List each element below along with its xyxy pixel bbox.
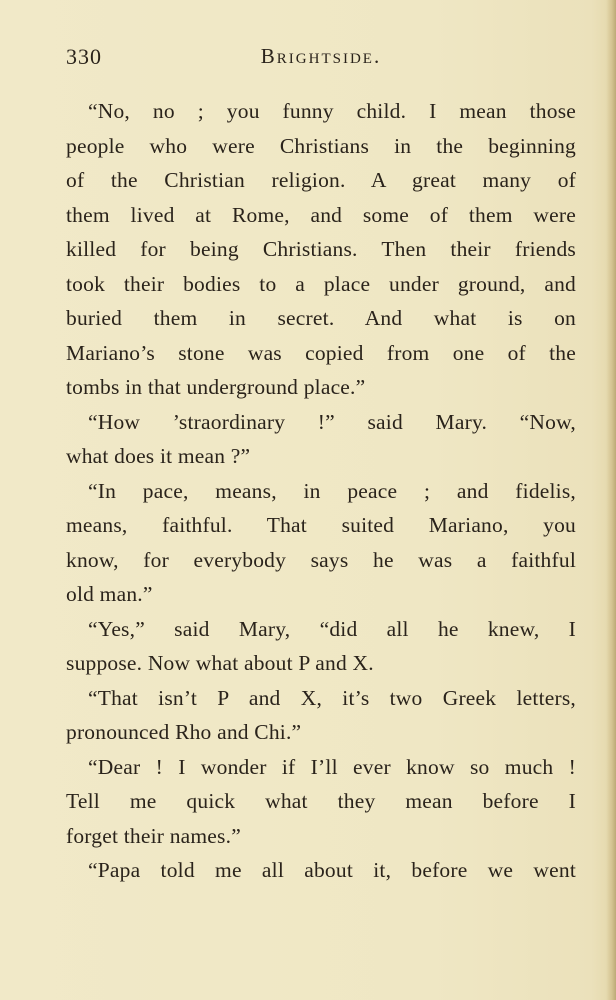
text-line: “Papa told me all about it, before we went (88, 858, 576, 882)
text-line: them lived at Rome, and some of them were (66, 202, 576, 227)
text-line: Mariano’s stone was copied from one of the (66, 340, 576, 365)
text-line: know, for everybody says he was a faithful (66, 547, 576, 572)
text-line: tombs in that underground place.” (66, 375, 366, 399)
text-line: means, faithful. That suited Mariano, you (66, 513, 576, 537)
text-line: “How ’straordinary !” said Mary. “Now, (88, 409, 576, 434)
running-head: Brightside. (260, 44, 382, 68)
text-line: “That isn’t P and X, it’s two Greek letters, (88, 685, 576, 710)
text-line: “Dear ! I wonder if I’ll ever know so much ! (88, 754, 576, 779)
page-number: 330 (66, 44, 102, 69)
text-line: suppose. Now what about P and X. (66, 651, 374, 675)
text-line: old man.” (66, 582, 153, 606)
page-header (66, 44, 576, 78)
page-edge (606, 0, 616, 1000)
text-line: killed for being Christians. Then their friends (66, 237, 576, 261)
text-line: people who were Christians in the beginning (66, 133, 576, 158)
text-line: “No, no ; you funny child. I mean those (88, 99, 576, 123)
text-line: took their bodies to a place under ground, and (66, 271, 576, 296)
text-line: pronounced Rho and Chi.” (66, 720, 302, 744)
text-line: of the Christian religion. A great many of (66, 168, 576, 192)
text-line: buried them in secret. And what is on (66, 306, 576, 330)
body-text (66, 94, 576, 888)
text-line: Tell me quick what they mean before I (66, 789, 576, 813)
text-line: “Yes,” said Mary, “did all he knew, I (88, 616, 576, 641)
text-line: “In pace, means, in peace ; and fidelis, (88, 478, 576, 503)
text-line: forget their names.” (66, 823, 241, 848)
text-line: what does it mean ?” (66, 444, 251, 468)
